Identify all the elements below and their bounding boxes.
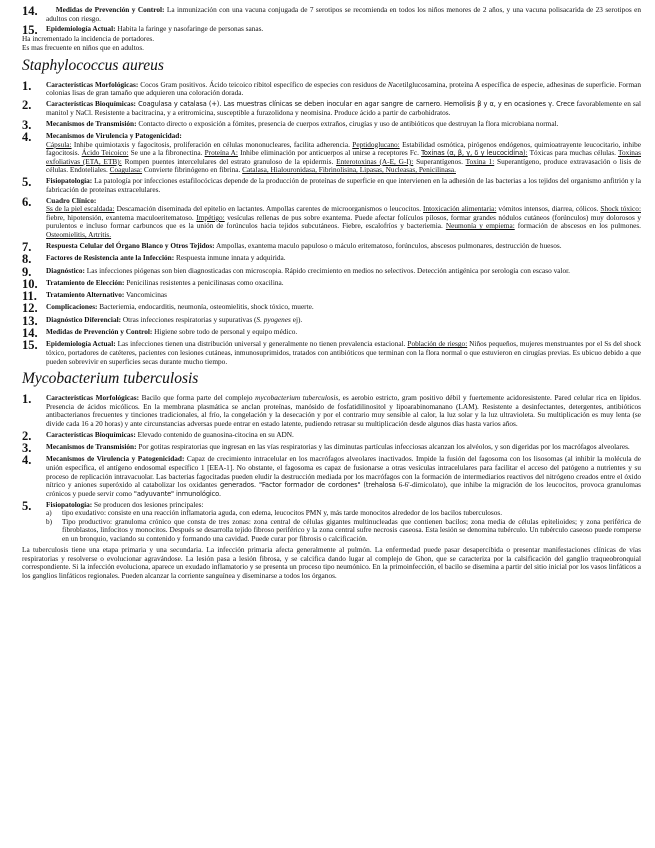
list-item: 4. Mecanismos de Virulencia y Patogenicidad: Capaz de crecimiento intracelular en los macrófagos alveolares inactivados. Impide la fusión del fagosoma con los lisosomas (al inhibir la molécula de unión específica, el antígeno endosomal específico 1 [EEA-1]. No obstante, el fagosoma es capaz de fusionarse a otras vesículas intracelulares para facilitar el acceso del patógeno a nutrientes y su proceso de replicación intravacuolar. Las bacterias fagocitadas pueden eludir la destrucción mediada por los macrófagos con la formación de intermediarios reactivos del nitrógeno creados entre el óxido nítrico y aniones superóxido al catabolizar los oxidantes generados. "Factor formador de cordones" (trehalosa 6-6'-dimicolato), que inhibe la migración de los leucocitos, provoca granulomas crónicos y puede servir como "adyuvante" inmunológico. [22, 453, 641, 498]
sub-item: a) tipo exudativo: consiste en una reacción inflamatoria aguda, con edema, leucocitos PMN y, más tarde monocitos alrededor de los bacilos tuberculosos. [46, 508, 503, 518]
list-item: 4. Mecanismos de Virulencia y Patogenicidad: Cápsula: Inhibe quimiotaxis y fagocitosis, proliferación en células mononucleares, facilita adherencia. Peptidoglucano: Estabilidad osmótica, pirógenos endógenos, quimioatrayente leucocitario, inhibe fagocitosis. Ácido Teicoico: Se une a la fibronectina. Proteína A: Inhibe eliminación por anticuerpos al unirse a receptores Fc. Toxinas (α, β, γ, δ y leucocidina): Tóxicas para muchas células. Toxinas exfoliativas (ETA, ETB): Rompen puentes intercelulares del estrato granuloso de la epidermis. Enterotoxinas (A-E, G-I): Superantígenos. Toxina 1: Superantígeno, produce extravasación o lisis de células. Endoteliales. Coagulasa: Convierte fibrinógeno en fibrina. Catalasa, Hialouronidasa, Fibrinolisina, Lipasas, Nucleasas, Penicilinasa. [22, 129, 642, 175]
list-item: 3. Mecanismos de Transmisión: Contacto directo o exposición a fómites, presencia de cuerpos extraños, cirugías y uso de antibióticos que destruyan la flora microbiana normal. [22, 117, 559, 132]
list-item: 7. Respuesta Celular del Órgano Blanco y Otros Tejidos: Ampollas, exantema maculo papuloso o máculo eritematoso, forúnculos, abscesos pulmonares, destrucción de huesos. [22, 239, 562, 254]
previous-section-tail [22, 6, 641, 53]
paragraph: La tuberculosis tiene una etapa primaria y una secundaria. La infección primaria afecta generalmente al pulmón. La enfermedad puede pasar desapercibida o presentar manifestaciones clínicas de vías respiratorias y resolverse o evolucionar agravándose. La lesión pasa a lesión fibrosa, y se calcifica dando lugar al complejo de Ghon, que se caracteriza por la calsificación del ganglio traqueobronquial correspondiente. Si la infección evoluciona, aparece un exudado inflamatorio y se presenta un proceso tipo neumónico. En la primoinfección, el bacilo se disemina a partir del sitio inicial por los vasos linfáticos a los ganglios linfáticos regionales. Pueden alcanzar la corriente sanguínea y diseminarse a todos los órganos. [22, 544, 641, 580]
list-item: 14. Medidas de Prevención y Control: Higiene sobre todo de personal y equipo médico. [22, 326, 298, 341]
list-item: 1. Características Morfológicas: Bacilo que forma parte del complejo mycobacterium tuberculosis, es aerobio estricto, gram positivo débil y fuertemente acidoresistente. Pared celular rica en lípidos. Presencia de ácidos micólicos. En la membrana plasmática se anclan proteínas, manósido de fosfatidilinositol y lipoarabinomanano (LAM). Resistente a desinfectantes, detergentes, antibióticos antibacterianos frecuentes y tinciones tradicionales, al frío, la congelación y la desecación y por el contrario muy sensible al calor, la luz solar y la luz ultravioleta. Su multiplicación es muy lenta (se divide cada 16 a 20 horas) y ante circunstancias adversas puede entrar en estado latente, pudiendo retrasar su multiplicación desde algunos días hasta varios años. [22, 392, 642, 428]
list-item: 2. Características Bioquímicas: Elevado contenido de guanosina-citocina en su ADN. [22, 428, 294, 443]
list-item: 13. Diagnóstico Diferencial: Otras infecciones respiratorias y supurativas (S. pyogenes ej). [22, 313, 303, 328]
list-item: 8. Factores de Resistencia ante la Infección: Respuesta inmune innata y adquirida. [22, 252, 286, 267]
list-item: 12. Complicaciones: Bacteriemia, endocarditis, neumonía, osteomielitis, shock tóxico, muerte. [22, 301, 314, 316]
myco-list [22, 394, 641, 580]
list-item: 15. Epidemiología Actual: Las infecciones tienen una distribución universal y generalmente no tienen prevalencia estacional. Población de riesgo: Niños pequeños, mujeres menstruantes por el Ss del shock tóxico, portadores de catéteres, pacientes con lesiones cutáneas, inmunosuprimidos, tratados con antibióticos que terminan con la flora normal o que estuvieron en cirugías previas. Es ubicuo debido a que pueden sobrevivir en superficies secas durante mucho tiempo. [22, 338, 641, 366]
list-item: 6. Cuadro Clínico: Ss de la piel escaldada: Descamación diseminada del epitelio en lactantes. Ampollas carentes de microorganismos o leucocitos. Intoxicación alimentaria: vómitos intensos, diarrea, cólicos. Shock tóxico: fiebre, hipotensión, exantema maculoeritematoso. Impétigo: vesículas rellenas de pus sobre exantema. Puede afectar folículos pilosos, formar grandes nódulos cutáneos (forúnculos) muy dolorosos y purulentos e incluso formar carbuncos que es la unión de forúnculos hacia tejidos subcutáneos. Fiebre, escalofríos y bacteriemia. Neumonía y empiema: formación de abscesos en los pulmones. Osteomielitis, Artritis. [22, 194, 642, 240]
list-item: 9. Diagnóstico: Las infecciones piógenas son bien diagnosticadas con microscopia. Rápido crecimiento en medios no selectivos. Detección antigénica por serología con escaso valor. [22, 264, 571, 279]
list-item: 11. Tratamiento Alternativo: Vancomicinas [22, 289, 167, 304]
list-item: 10. Tratamiento de Elección: Penicilinas resistentes a penicilinasas como oxacilina. [22, 276, 284, 291]
list-item: 14. Medidas de Prevención y Control: La inmunización con una vacuna conjugada de 7 serotipos se recomienda en todos los niños menores de 2 años, y una vacuna polisacarida de 23 serotipos en adultos con riesgo. [22, 4, 642, 23]
text-line: Ha incrementado la incidencia de portadores. [22, 34, 155, 44]
list-item: 5. Fisiopatología: Se producen dos lesiones principales: a) tipo exudativo: consiste en una reacción inflamatoria aguda, con edema, leucocitos PMN y, más tarde monocitos alrededor de los bacilos tuberculosos. b) Tipo productivo: granuloma crónico que consta de tres zonas: zona central de células gigantes multinucleadas que contienen bacilos; zona media de células epitelioides; y zona periférica de fibroblastos, linfocitos y monocitos. Después se desarrolla tejido fibroso periférico y la zona central sufre necrosis caseosa. Esta lesión se denomina tubérculo. Un tubérculo caseoso puede romperse en un bronquio, vaciando su contenido y formando una cavidad. Puede curar por fibrosis o calcificación. [22, 498, 641, 544]
staph-list [22, 78, 642, 366]
list-item: 15. Epidemiología Actual: Habita la faringe y nasofaringe de personas sanas. [22, 23, 264, 38]
text-line: Es mas frecuente en niños que en adultos. [22, 43, 144, 53]
section-title-staph: Staphylococcus aureus [22, 56, 164, 74]
sub-item: b) Tipo productivo: granuloma crónico que consta de tres zonas: zona central de células gigantes multinucleadas que contienen bacilos; zona media de células epitelioides; y zona periférica de fibroblastos, linfocitos y monocitos. Después se desarrolla tejido fibroso periférico y la zona central sufre necrosis caseosa. Esta lesión se denomina tubérculo. Un tubérculo caseoso puede romperse en un bronquio, vaciando su contenido y formando una cavidad. Puede curar por fibrosis o calcificación. [46, 516, 641, 544]
list-item: 2. Características Bioquímicas: Coagulasa y catalasa (+). Las muestras clínicas se deben inocular en agar sangre de carnero. Hemolisis β y α, y en ocasiones γ. Crece favorablemente en sal manitol y NaCl. Resistente a bacitracina, y a eritromicina, susceptible a furazolidona y neomisina. Produce ácido a partir de carbohidratos. [22, 98, 641, 117]
list-item: 5. Fisiopatología: La patología por infecciones estafilocócicas depende de la producción de proteínas de superficie en que intervienen en la adhesión de las bacterias a los tejidos del organismo anfitrión y la fabricación de proteínas extracelulares. [22, 175, 641, 194]
list-item: 1. Características Morfológicas: Cocos Gram positivos. Ácido teicoico ribitol específico de especies con residuos de Nacetilglucosamina, proteína A específica de especie, adhesinas de superficie. Forman colonias lisas de gran tamaño que adquieren una coloración dorada. [22, 78, 642, 98]
list-item: 3. Mecanismos de Transmisión: Por gotitas respiratorias que ingresan en las vías respiratorias y las diminutas partículas infecciosas alcanzan los alvéolos, y son digeridas por los macrófagos alveolares. [22, 441, 630, 456]
section-title-myco: Mycobacterium tuberculosis [22, 370, 199, 388]
